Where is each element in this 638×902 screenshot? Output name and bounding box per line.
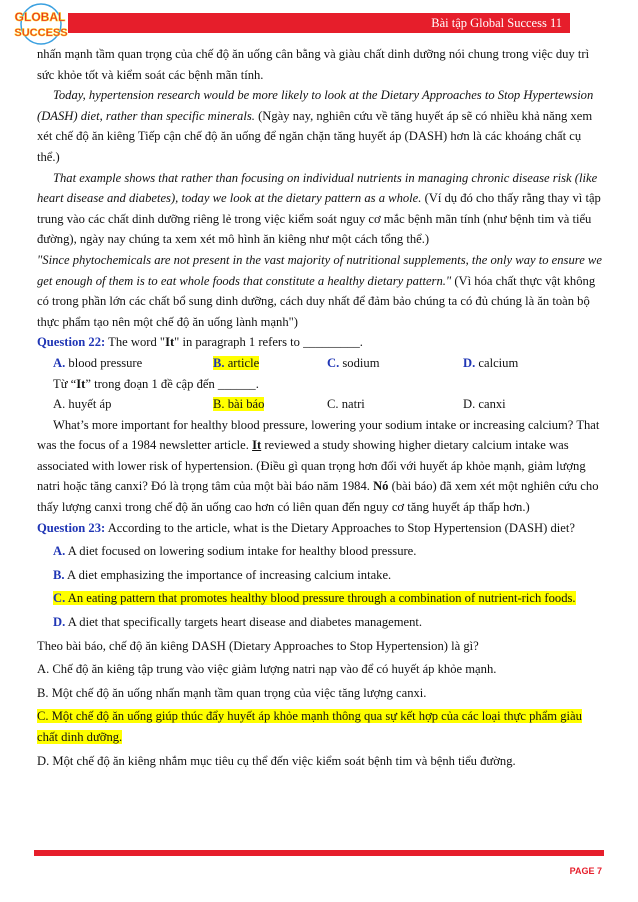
question-22-options — [37, 353, 603, 374]
question-23-label: Question 23: — [37, 520, 106, 535]
para4-translation: (Vì hóa chất thực vật không có trong phần lớn các chất bổ sung dinh dưỡng, cách duy nhất để đảm bảo chúng ta có đủ chúng là ăn toàn bộ thực phẩm tạo nên một chế độ ăn uống lành mạnh") — [37, 273, 596, 329]
question-22-vi-stem — [37, 374, 603, 395]
footer-rule — [34, 850, 604, 856]
q23-option-a-text: A diet focused on lowering sodium intake for healthy blood pressure. — [67, 544, 417, 559]
q23-option-c[interactable] — [37, 588, 603, 609]
q23-option-b[interactable] — [37, 565, 603, 586]
q23-vi-option-a: A. Chế độ ăn kiêng tập trung vào việc giảm lượng natri nạp vào để có huyết áp khỏe mạnh. — [37, 662, 497, 677]
q22-option-a-text: blood pressure — [68, 355, 143, 370]
passage-part-3: (bài báo) đã xem xét một nghiên cứu cho thấy lượng canxi trong chế độ ăn uống cao hơn có liên quan đến nguy cơ tăng huyết áp thấp hơn.) — [37, 479, 599, 515]
q23-option-d[interactable] — [37, 612, 603, 633]
para3-english: That example shows that rather than focusing on individual nutrients in managing chronic disease risk (like heart disease and diabetes), today we look at the dietary pattern as a whole. — [37, 170, 598, 206]
q22-vi-target-word: It — [76, 376, 86, 391]
passage-part-2: reviewed a study showing higher dietary calcium intake was associated with lower risk of hypertension. (Điều gì quan trọng hơn đối với huyết áp khỏe mạnh, giảm lượng natri hoặc tăng canxi? Đó là trọng tâm của một bài báo năm 1984. — [37, 438, 586, 494]
q23-option-a-letter: A. — [53, 544, 66, 559]
q22-vi-stem-post: ” trong đoạn 1 đề cập đến ______. — [85, 376, 259, 391]
passage-part-1: What’s more important for healthy blood pressure, lowering your sodium intake or increasing calcium? That was the focus of a 1984 newsletter article. — [37, 417, 600, 453]
question-23-stem — [37, 518, 603, 539]
q23-vi-stem: Theo bài báo, chế độ ăn kiêng DASH (Dietary Approaches to Stop Hypertension) là gì? — [37, 638, 479, 653]
q23-vi-option-c — [37, 706, 603, 747]
passage-paragraph-2 — [37, 85, 603, 167]
q22-stem-pre: The word " — [108, 335, 166, 350]
page-content — [37, 44, 603, 774]
q23-vi-option-b: B. Một chế độ ăn uống nhấn mạnh tầm quan trọng của việc tăng lượng canxi. — [37, 685, 427, 700]
q22-option-a-letter: A. — [53, 355, 66, 370]
q23-option-b-letter: B. — [53, 567, 65, 582]
q23-stem-text: According to the article, what is the Dietary Approaches to Stop Hypertension (DASH) diet? — [107, 520, 575, 535]
para4-english: "Since phytochemicals are not present in the vast majority of nutritional supplements, the only way to ensure we get enough of them is to eat whole foods that constitute a healthy dietary pattern." — [37, 252, 602, 288]
q23-option-b-text: A diet emphasizing the importance of increasing calcium intake. — [67, 567, 392, 582]
q22-option-d[interactable] — [463, 353, 583, 374]
q22-vi-option-d: D. canxi — [463, 397, 506, 412]
q22-option-d-letter: D. — [463, 355, 476, 370]
page-number: PAGE 7 — [569, 866, 602, 876]
q22-option-b-letter: B. — [213, 355, 225, 370]
q22-option-c[interactable] — [327, 353, 463, 374]
global-success-logo — [6, 2, 76, 46]
header-title: Bài tập Global Success 11 — [431, 16, 562, 30]
q22-vi-option-b-text: B. bài báo — [213, 397, 265, 412]
q22-target-word: It — [165, 335, 175, 350]
q23-option-a[interactable] — [37, 541, 603, 562]
question-22-stem — [37, 332, 603, 353]
para3-translation: (Ví dụ đó cho thấy rằng thay vì tập trung vào các chất dinh dưỡng riêng lẻ trong việc kiểm soát nguy cơ mắc bệnh mãn tính (như bệnh tim và tiểu đường), ngày nay chúng ta xem xét mô hình ăn kiêng như một cách tổng thể.) — [37, 191, 601, 247]
q22-vi-option-b — [213, 394, 327, 415]
logo-text-top: GLOBAL — [14, 10, 66, 24]
para2-english: Today, hypertension research would be more likely to look at the Dietary Approaches to Stop Hypertewsion (DASH) diet, rather than specific minerals. — [37, 88, 594, 123]
q22-vi-option-c: C. natri — [327, 397, 365, 412]
q22-stem-post: " in paragraph 1 refers to _________. — [174, 335, 363, 350]
question-22-vi-options — [37, 394, 603, 415]
q22-vi-stem-pre: Từ “ — [53, 376, 77, 391]
passage-paragraph-3 — [37, 168, 603, 250]
q22-option-c-text: sodium — [342, 355, 380, 370]
header-bar — [68, 13, 570, 33]
passage-explanation — [37, 415, 603, 518]
para1-translation: nhấn mạnh tầm quan trọng của chế độ ăn uống cân bằng và giàu chất dinh dưỡng nói chung trong việc duy trì sức khỏe tốt và kiểm soát các bệnh mãn tính. — [37, 47, 590, 82]
logo-text-bottom: SUCCESS — [14, 27, 68, 39]
q22-vi-option-a: A. huyết áp — [53, 397, 112, 412]
q23-option-d-text: A diet that specifically targets heart disease and diabetes management. — [67, 615, 423, 630]
q22-option-b[interactable] — [213, 353, 327, 374]
q23-option-d-letter: D. — [53, 615, 66, 630]
passage-paragraph-4 — [37, 250, 603, 332]
passage-no-word: Nó — [373, 479, 389, 494]
q22-option-d-text: calcium — [478, 355, 519, 370]
question-22-label: Question 22: — [37, 335, 106, 350]
passage-it-word: It — [252, 438, 262, 453]
para2-translation: (Ngày nay, nghiên cứu về tăng huyết áp sẽ có nhiều khả năng xem xét chế độ ăn kiêng Tiếp cận chế độ ăn uống để ngăn chặn tăng huyết áp (DASH) hơn là các khoáng chất cụ thể.) — [37, 108, 593, 164]
q23-vi-option-c-text: C. Một chế độ ăn uống giúp thúc đẩy huyết áp khỏe mạnh thông qua sự kết hợp của các loại thực phẩm giàu chất dinh dưỡng. — [37, 709, 582, 744]
q22-option-c-letter: C. — [327, 355, 340, 370]
q23-option-c-text: An eating pattern that promotes healthy blood pressure through a combination of nutrient-rich foods. — [67, 591, 576, 606]
q22-option-b-text: article — [227, 355, 260, 370]
q23-vi-option-d: D. Một chế độ ăn kiêng nhắm mục tiêu cụ thể đến việc kiểm soát bệnh tim và bệnh tiểu đường. — [37, 753, 516, 768]
q23-option-c-letter: C. — [53, 591, 66, 606]
q22-option-a[interactable] — [53, 353, 213, 374]
